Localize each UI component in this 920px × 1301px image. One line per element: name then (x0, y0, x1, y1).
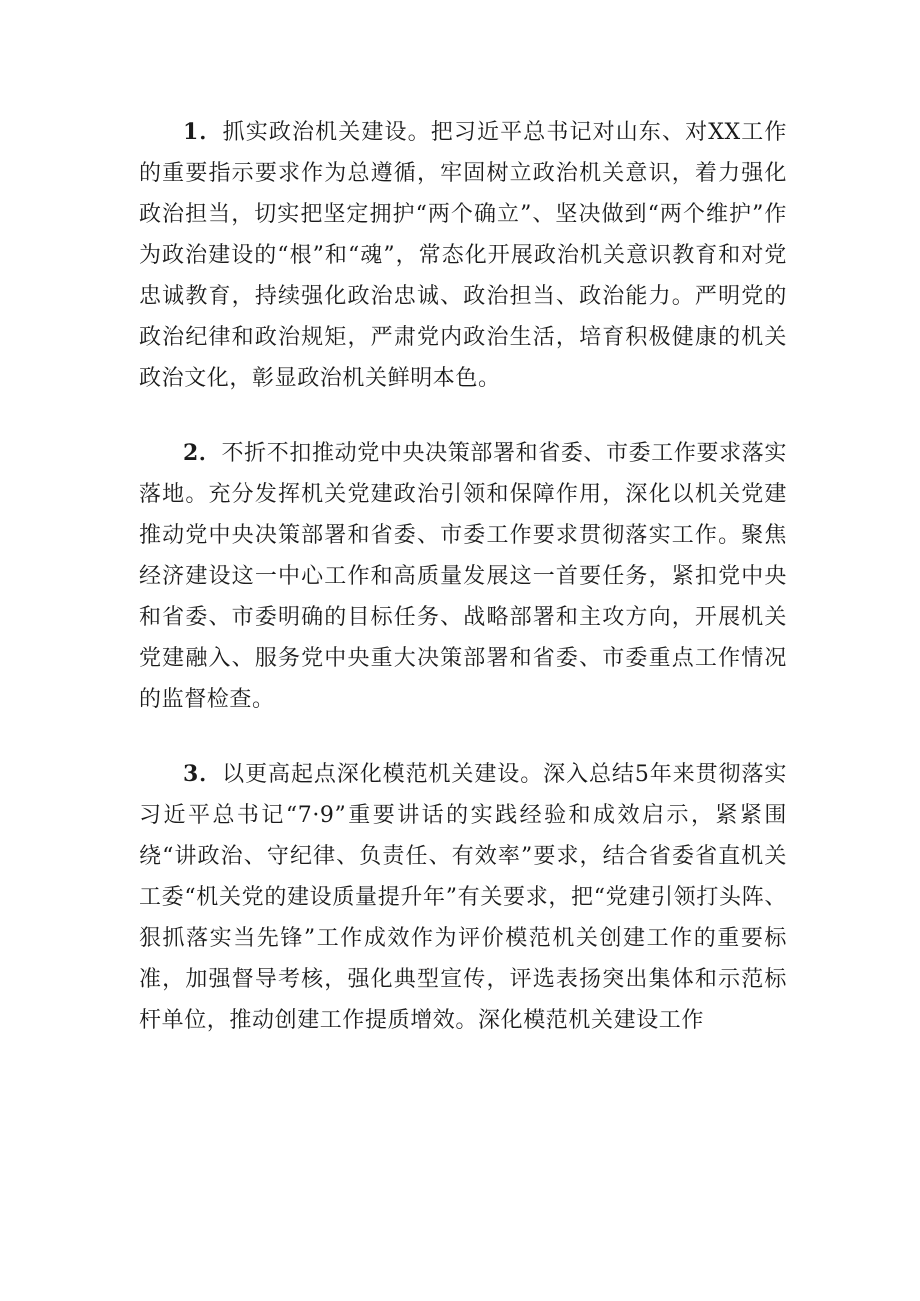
paragraph-1-number: 1． (183, 119, 223, 145)
paragraph-3-number: 3． (183, 761, 223, 787)
paragraph-2-number: 2． (183, 440, 222, 466)
paragraph-3 (139, 754, 787, 1041)
paragraph-1 (139, 112, 787, 399)
paragraph-2-text: 不折不扣推动党中央决策部署和省委、市委工作要求落实落地。充分发挥机关党建政治引领和保障作用，深化以机关党建推动党中央决策部署和省委、市委工作要求贯彻落实工作。聚焦经济建设这一中心工作和高质量发展这一首要任务，紧扣党中央和省委、市委明确的目标任务、战略部署和主攻方向，开展机关党建融入、服务党中央重大决策部署和省委、市委重点工作情况的监督检查。 (139, 441, 787, 712)
paragraph-3-text: 以更高起点深化模范机关建设。深入总结5年来贯彻落实习近平总书记“7·9”重要讲话的实践经验和成效启示，紧紧围绕“讲政治、守纪律、负责任、有效率”要求，结合省委省直机关工委“机关党的建设质量提升年”有关要求，把“党建引领打头阵、狠抓落实当先锋”工作成效作为评价模范机关创建工作的重要标准，加强督导考核，强化典型宣传，评选表扬突出集体和示范标杆单位，推动创建工作提质增效。深化模范机关建设工作 (139, 762, 788, 1033)
document-body (139, 112, 787, 1041)
paragraph-1-text: 抓实政治机关建设。把习近平总书记对山东、对XX工作的重要指示要求作为总遵循，牢固树立政治机关意识，着力强化政治担当，切实把坚定拥护“两个确立”、坚决做到“两个维护”作为政治建设的“根”和“魂”，常态化开展政治机关意识教育和对党忠诚教育，持续强化政治忠诚、政治担当、政治能力。严明党的政治纪律和政治规矩，严肃党内政治生活，培育积极健康的机关政治文化，彰显政治机关鲜明本色。 (139, 120, 787, 391)
paragraph-2 (139, 433, 787, 720)
